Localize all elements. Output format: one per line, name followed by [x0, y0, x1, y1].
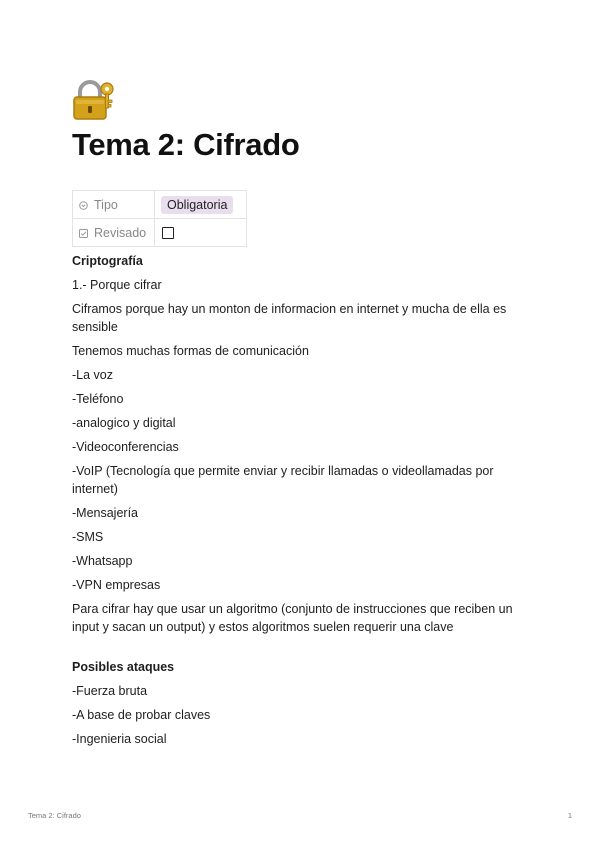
property-value-tipo[interactable]	[155, 191, 247, 219]
list-item: -analogico y digital	[72, 416, 176, 430]
locked-with-key-icon	[72, 80, 116, 120]
list-item: -A base de probar claves	[72, 708, 211, 722]
list-item: -Mensajería	[72, 506, 138, 520]
properties-table	[72, 190, 247, 247]
heading-posibles-ataques: Posibles ataques	[72, 660, 175, 674]
revisado-checkbox[interactable]	[162, 227, 174, 239]
paragraph: Ciframos porque hay un monton de informacion en internet y mucha de ella es sensible	[72, 302, 507, 334]
select-icon	[79, 199, 88, 208]
checkbox-property-icon	[79, 227, 88, 236]
heading-criptografia: Criptografía	[72, 254, 143, 268]
property-row-tipo	[73, 191, 247, 219]
list-item: -Fuerza bruta	[72, 684, 148, 698]
list-item: -VoIP (Tecnología que permite enviar y recibir llamadas o videollamadas por internet)	[72, 464, 494, 496]
property-key-tipo	[73, 191, 155, 219]
property-row-revisado	[73, 219, 247, 247]
property-value-revisado[interactable]	[155, 219, 247, 247]
spacer	[72, 642, 532, 658]
page-title: Tema 2: Cifrado	[72, 127, 300, 162]
list-item: -Whatsapp	[72, 554, 133, 568]
list-item: -SMS	[72, 530, 104, 544]
page-content	[72, 252, 532, 754]
list-item: -Ingenieria social	[72, 732, 167, 746]
list-item: -Teléfono	[72, 392, 124, 406]
footer-page-number: 1	[567, 811, 572, 820]
property-key-revisado	[73, 219, 155, 247]
paragraph: 1.- Porque cifrar	[72, 278, 162, 292]
footer-title: Tema 2: Cifrado	[28, 811, 81, 820]
list-item: -La voz	[72, 368, 113, 382]
paragraph: Para cifrar hay que usar un algoritmo (conjunto de instrucciones que reciben un input y sacan un output) y estos algoritmos suelen requerir una clave	[72, 602, 513, 634]
property-label-revisado: Revisado	[94, 225, 147, 240]
property-label-tipo: Tipo	[94, 197, 118, 212]
paragraph: Tenemos muchas formas de comunicación	[72, 344, 309, 358]
list-item: -Videoconferencias	[72, 440, 179, 454]
tipo-select-chip[interactable]: Obligatoria	[161, 196, 233, 214]
list-item: -VPN empresas	[72, 578, 161, 592]
